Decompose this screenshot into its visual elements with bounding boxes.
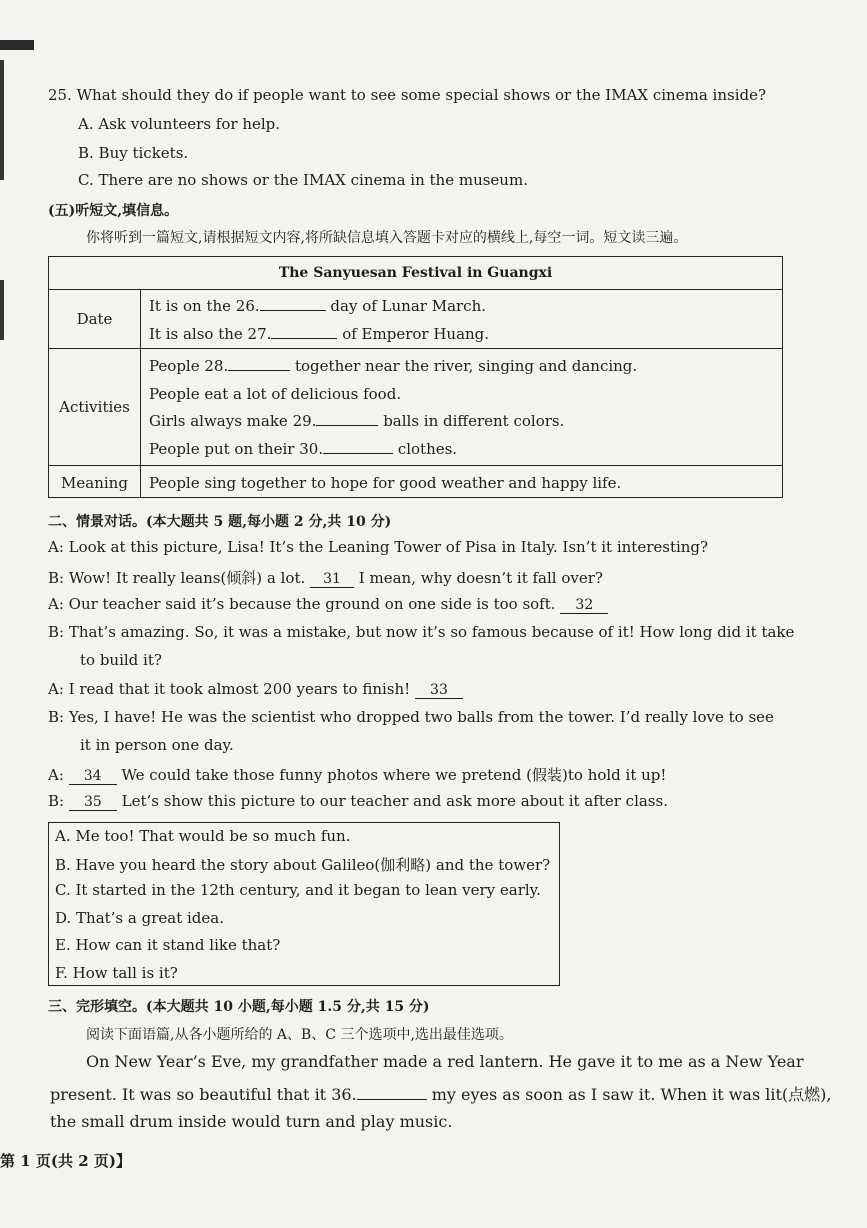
section2-heading: 二、情景对话。(本大题共 5 题,每小题 2 分,共 10 分) xyxy=(48,514,392,530)
activity-line-29: Girls always make 29. balls in different colors. xyxy=(149,412,565,430)
table-title: The Sanyuesan Festival in Guangxi xyxy=(278,265,553,281)
date-label: Date xyxy=(76,310,113,328)
q25-question: 25. What should they do if people want to see some special shows or the IMAX cinema inside? xyxy=(48,86,767,104)
activity-line-30: People put on their 30. clothes. xyxy=(149,440,458,458)
date-line-26: It is on the 26. day of Lunar March. xyxy=(149,297,487,315)
section3-instruction: 阅读下面语篇,从各小题所给的 A、B、C 三个选项中,选出最佳选项。 xyxy=(86,1027,513,1043)
blank-36[interactable] xyxy=(357,1086,427,1100)
dialogue-option-c: C. It started in the 12th century, and it began to lean very early. xyxy=(55,881,541,899)
cloze-line-1: On New Year’s Eve, my grandfather made a red lantern. He gave it to me as a New Year xyxy=(86,1052,804,1071)
table-column-divider xyxy=(140,289,141,497)
dialogue-line-6: B: Yes, I have! He was the scientist who dropped two balls from the tower. I’d really love to see xyxy=(48,708,774,726)
blank-33[interactable]: 33 xyxy=(415,682,463,699)
dialogue-line-6-cont: it in person one day. xyxy=(80,736,234,754)
dialogue-option-f: F. How tall is it? xyxy=(55,964,178,982)
q25-option-b: B. Buy tickets. xyxy=(78,144,189,162)
activities-label: Activities xyxy=(59,398,130,416)
cloze-line-2: present. It was so beautiful that it 36. my eyes as soon as I saw it. When it was lit(点燃), xyxy=(50,1085,832,1104)
meaning-label: Meaning xyxy=(61,474,128,492)
blank-30[interactable] xyxy=(323,440,393,454)
dialogue-line-4-cont: to build it? xyxy=(80,651,162,669)
blank-35[interactable]: 35 xyxy=(69,794,117,811)
blank-27[interactable] xyxy=(271,325,337,339)
blank-29[interactable] xyxy=(316,412,378,426)
blank-26[interactable] xyxy=(260,297,326,311)
dialogue-option-d: D. That’s a great idea. xyxy=(55,909,224,927)
section5-instruction: 你将听到一篇短文,请根据短文内容,将所缺信息填入答题卡对应的横线上,每空一词。短文读三遍。 xyxy=(86,230,688,246)
dialogue-line-7: A: 34 We could take those funny photos where we pretend (假装)to hold it up! xyxy=(48,766,667,784)
q25-option-a: A. Ask volunteers for help. xyxy=(78,115,281,133)
q25-option-c: C. There are no shows or the IMAX cinema in the museum. xyxy=(78,171,528,189)
scan-edge-shadow xyxy=(0,280,4,340)
table-divider xyxy=(49,289,782,290)
table-divider xyxy=(49,465,782,466)
table-divider xyxy=(49,348,782,349)
blank-28[interactable] xyxy=(228,357,290,371)
activity-line-food: People eat a lot of delicious food. xyxy=(149,385,402,403)
dialogue-line-2: B: Wow! It really leans(倾斜) a lot. 31 I mean, why doesn’t it fall over? xyxy=(48,569,603,587)
blank-32[interactable]: 32 xyxy=(560,597,608,614)
section5-heading: (五)听短文,填信息。 xyxy=(48,203,179,219)
dialogue-option-e: E. How can it stand like that? xyxy=(55,936,281,954)
blank-34[interactable]: 34 xyxy=(69,768,117,785)
festival-info-table xyxy=(48,256,783,498)
activity-line-28: People 28. together near the river, singing and dancing. xyxy=(149,357,638,375)
dialogue-line-1: A: Look at this picture, Lisa! It’s the Leaning Tower of Pisa in Italy. Isn’t it interesting? xyxy=(48,538,709,556)
date-line-27: It is also the 27. of Emperor Huang. xyxy=(149,325,490,343)
dialogue-line-4: B: That’s amazing. So, it was a mistake, but now it’s so famous because of it! How long did it take xyxy=(48,623,795,641)
scan-edge-shadow xyxy=(0,60,4,180)
dialogue-line-8: B: 35 Let’s show this picture to our teacher and ask more about it after class. xyxy=(48,792,668,810)
cloze-line-3: the small drum inside would turn and play music. xyxy=(50,1112,453,1131)
section3-heading: 三、完形填空。(本大题共 10 小题,每小题 1.5 分,共 15 分) xyxy=(48,999,430,1015)
dialogue-line-5: A: I read that it took almost 200 years to finish! 33 xyxy=(48,680,463,699)
meaning-text: People sing together to hope for good weather and happy life. xyxy=(149,474,622,492)
dialogue-line-3: A: Our teacher said it’s because the ground on one side is too soft. 32 xyxy=(48,595,608,614)
dialogue-options-box xyxy=(48,822,560,986)
scan-corner-mark xyxy=(0,40,34,50)
page-number-footer: 第 1 页(共 2 页)】 xyxy=(0,1152,131,1170)
dialogue-option-b: B. Have you heard the story about Galileo(伽利略) and the tower? xyxy=(55,856,551,874)
dialogue-option-a: A. Me too! That would be so much fun. xyxy=(55,827,351,845)
blank-31[interactable]: 31 xyxy=(310,571,354,588)
